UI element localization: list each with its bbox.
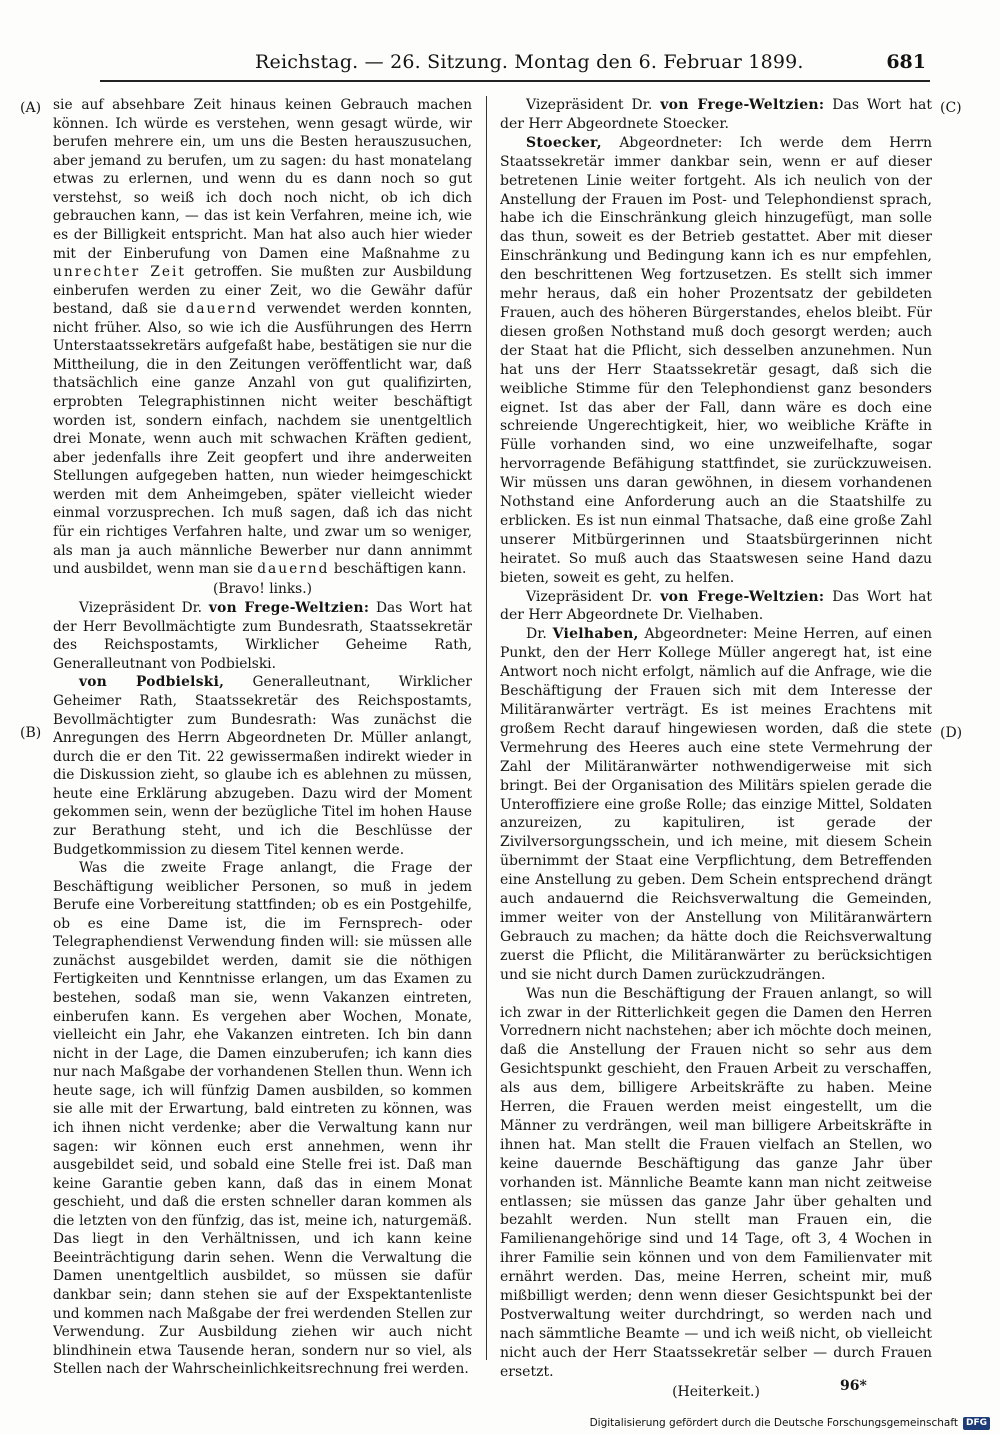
footer-text: Digitalisierung gefördert durch die Deutsche Forschungsgemeinschaft: [589, 1417, 958, 1429]
speaker-paragraph: Vizepräsident Dr. von Frege-Weltzien: Das Wort hat der Herr Abgeordnete Dr. Vielhaben.: [500, 588, 932, 624]
laughter-note: (Heiterkeit.): [672, 1383, 760, 1400]
margin-mark-a: (A): [20, 100, 42, 116]
speaker-paragraph: Dr. Vielhaben, Abgeordneter: Meine Herren, auf einen Punkt, den der Herr Kollege Müller angeregt hat, ist eine Antwort noch nicht erfolgt, nämlich auf die Anfrage, wie die Beschäftigung der Frauen sich mit dem Interesse der Militäranwärter verträgt. Es ist meines Erachtens mit großem Recht darauf hingewiesen worden, daß die stete Vermehrung des Heeres auch eine stete Vermehrung der Zahl der Militäranwärter nothwendigerweise mit sich bringt. Bei der Organisation des Militärs spielen gerade die Unteroffiziere eine große Rolle; das einzige Mittel, Soldaten anzureizen, zu kapituliren, ist gerade der Zivilversorgungsschein, und ich meine, mit diesem Schein übernimmt der Staat eine Verpflichtung, dem Betreffenden eine Anstellung zu geben. Dem Schein entsprechend drängt auch andauernd die Reichsverwaltung die Gemeinden, immer weiter von der Anstellung von Militäranwärtern Gebrauch zu machen; da hätte doch die Reichsverwaltung zuerst die Pflicht, die Militäranwärter zu berücksichtigen und sie nicht durch Damen zurückzudrängen.: [500, 626, 932, 983]
paragraph: Was die zweite Frage anlangt, die Frage der Beschäftigung weiblicher Personen, so muß in jedem Berufe eine Vorbereitung stattfinden; ob es ein Postgehilfe, ob es eine Dame ist, die im Fernsprech- oder Telegraphendienst Verwendung finden will: sie müssen alle zunächst ausgebildet werden, damit sie die nöthigen Fertigkeiten und Kenntnisse erlangen, um das Examen zu bestehen, sodaß man sie, wenn Vakanzen eintreten, einberufen kann. Es vergehen aber Wochen, Monate, vielleicht ein Jahr, ehe Vakanzen eintreten. Ich bin dann nicht in der Lage, die Damen einzuberufen; ich kann dies nur nach Maßgabe der vorhandenen Stellen thun. Wenn ich heute sage, ich will fünfzig Damen ausbilden, so kommen sie alle mit der Erwartung, bald eintreten zu können, was ich ihnen nicht verdenke; aber die Verwaltung kann nur sagen: wir können euch erst annehmen, wenn ihr ausgebildet seid, und sobald eine Stelle frei ist. Daß man keine Garantie geben kann, daß das in einem Monat geschieht, und daß die ersten schneller daran kommen als die letzten von den fünfzig, das ist, meine ich, naturgemäß. Das liegt in den Verhältnissen, und ich kann keine Beeinträchtigung darin sehen. Wenn die Verwaltung die Damen unentgeltlich ausbildet, so müssen sie dafür dankbar sein; dann stehen sie auf der Exspektantenliste und kommen nach Maßgabe der frei werdenden Stellen zur Verwendung. Zur Ausbildung ziehen wir auch nicht blindhinein etwa Tausende heran, sondern nur so viel, als Stellen nach der Wahrscheinlichkeitsrechnung frei werden.: [53, 860, 472, 1378]
margin-mark-b: (B): [20, 725, 42, 741]
paragraph: sie auf absehbare Zeit hinaus keinen Gebrauch machen können. Ich würde es verstehen, wenn gesagt würde, wir berufen mehrere ein, um uns die Besten herauszusuchen, aber jemand zu berufen, um zu sagen: du hast monatelang etwas zu erlernen, und wenn du es dann noch so gut verstehst, so weiß ich doch noch nicht, ob ich dich gebrauchen kann, — das ist kein Verfahren, meine ich, wie es der Billigkeit entspricht. Man hat also auch hier wieder mit der Einberufung von Damen eine Maßnahme zu unrechter Zeit getroffen. Sie mußten zur Ausbildung einberufen werden zu einer Zeit, wo die Gewähr dafür bestand, daß sie dauernd verwendet werden konnten, nicht früher. Also, so wie ich die Ausführungen des Herrn Unterstaatssekretärs aufgefaßt habe, bestätigen sie nur die Mittheilung, die in den Zeitungen veröffentlicht war, daß thatsächlich eine ganze Anzahl von gut qualifizirten, erprobten Telegraphistinnen nicht weiter beschäftigt worden ist, sondern einfach, nachdem sie unentgeltlich drei Monate, wenn auch mit schwachen Kräften gedient, aber jedenfalls ihre Zeit geopfert und ihre anderweiten Stellungen aufgegeben hatten, nun wieder heimgeschickt werden mit dem Anheimgeben, später vielleicht wieder einmal vorzusprechen. Ich muß sagen, daß ich das nicht für ein richtiges Verfahren halte, und zwar um so weniger, als man ja auch männliche Bewerber nur dann annimmt und ausbildet, wenn man sie dauernd beschäftigen kann.: [53, 97, 472, 578]
speaker-name: von Frege-Weltzien:: [660, 588, 825, 605]
margin-mark-c: (C): [940, 100, 962, 116]
speaker-paragraph: Vizepräsident Dr. von Frege-Weltzien: Das Wort hat der Herr Bevollmächtigte zum Bundesrath, Staatssekretär des Reichspostamts, Wirklicher Geheime Rath, Generalleutnant von Podbielski.: [53, 600, 472, 672]
applause-note: (Bravo! links.): [213, 580, 312, 597]
speaker-paragraph: von Podbielski, Generalleutnant, Wirklicher Geheimer Rath, Staatssekretär des Reichspostamts, Bevollmächtigter zum Bundesrath: Was zunächst die Anregungen des Herrn Abgeordneten Dr. Müller anlangt, durch die er den Tit. 22 gewissermaßen indirekt wieder in die Diskussion zieht, so glaube ich es ablehnen zu müssen, heute eine Erklärung abzugeben. Dazu wird der Moment gekommen sein, wenn der bezügliche Titel im hohen Hause zur Berathung steht, und ich die Beschlüsse der Budgetkommission zu diesem Titel kennen werde.: [53, 674, 472, 858]
speaker-paragraph: Stoecker, Abgeordneter: Ich werde dem Herrn Staatssekretär immer dankbar sein, wenn er auf dieser betretenen Linie weiter fortgeht. Als ich neulich von der Anstellung der Frauen im Post- und Telephondienst sprach, habe ich die Einschränkung gleich hinzugefügt, man solle das thun, soweit es der Betrieb gestattet. Aber mit dieser Einschränkung und Bedingung kann ich es nur empfehlen, den beschrittenen Weg fortzusetzen. Es stellt sich immer mehr heraus, daß ein hoher Prozentsatz der gebildeten Frauen, auch des höheren Bürgerstandes, ehelos bleibt. Für diesen großen Nothstand muß doch gesorgt werden; auch der Staat hat die Pflicht, sich desselben anzunehmen. Nun hat uns der Herr Staatssekretär gesagt, daß sich die weibliche Stimme für den Telephondienst ganz besonders eignet. Ist das aber der Fall, dann wäre es doch eine schreiende Ungerechtigkeit, hier, wo weibliche Kräfte in Fülle vorhanden sind, wo eine unzweifelhafte, sogar hervorragende Befähigung stattfindet, sie zurückzuweisen. Wir müssen uns daran gewöhnen, in diesem vorhandenen Nothstand eine Anforderung auch an die Staatshilfe zu erblicken. Es ist nun einmal Thatsache, daß eine große Zahl unserer Mitbürgerinnen und Staatsbürgerinnen nicht heiratet. So muß auch das Staatswesen seine Hand dazu bieten, soweit es geht, zu helfen.: [500, 134, 932, 586]
left-column: [53, 96, 472, 1406]
sheet-signature: 96*: [840, 1378, 867, 1394]
margin-mark-d: (D): [940, 725, 963, 741]
speaker-name: von Frege-Weltzien:: [660, 97, 825, 113]
speaker-name: Vielhaben,: [552, 626, 639, 643]
speaker-name: von Frege-Weltzien:: [208, 600, 370, 617]
speaker-name: Stoecker,: [526, 134, 602, 151]
running-header: [100, 44, 930, 82]
paragraph: Was nun die Beschäftigung der Frauen anlangt, so will ich zwar in der Ritterlichkeit gegen die Damen den Herren Vorrednern nicht nachstehen; aber ich möchte doch meinen, daß die Anstellung der Frauen nicht so sehr aus dem Gesichtspunkt geschieht, den Frauen Arbeit zu verschaffen, als aus dem, billigere Arbeitskräfte zu haben. Meine Herren, die Frauen werden meist eingestellt, um die Männer zu verdrängen, weil man billigere Arbeitskräfte in ihnen hat. Man stellt die Frauen vielfach an Stellen, wo keine dauernde Beschäftigung das ganze Jahr über vorhanden ist. Männliche Beamte kann man nicht zeitweise entlassen; sie müssen das ganze Jahr über gehalten und bezahlt werden. Nun stellt man Frauen ein, die Familienangehörige sind und 14 Tage, oft 3, 4 Wochen in ihrer Familie sein können und von dem Familienvater mit ernährt werden. Das, meine Herren, scheint mir, muß mißbilligt werden; denn wenn dieser Gesichtspunkt bei der Postverwaltung weiter durchdringt, so werden nach und nach sämmtliche Beamte — und ich weiß nicht, ob vielleicht nicht auch der Herr Staatssekretär selber — durch Frauen ersetzt.: [500, 985, 932, 1380]
right-column: [500, 96, 932, 1406]
digitization-footer: [590, 1416, 990, 1430]
column-divider: [486, 96, 487, 1360]
header-title: Reichstag. — 26. Sitzung. Montag den 6. Februar 1899.: [255, 51, 804, 73]
dfg-logo-icon: DFG: [963, 1417, 990, 1430]
speaker-paragraph: Vizepräsident Dr. von Frege-Weltzien: Das Wort hat der Herr Abgeordnete Stoecker.: [500, 97, 932, 132]
page-number: 681: [886, 51, 926, 73]
speaker-name: von Podbielski,: [79, 674, 225, 691]
